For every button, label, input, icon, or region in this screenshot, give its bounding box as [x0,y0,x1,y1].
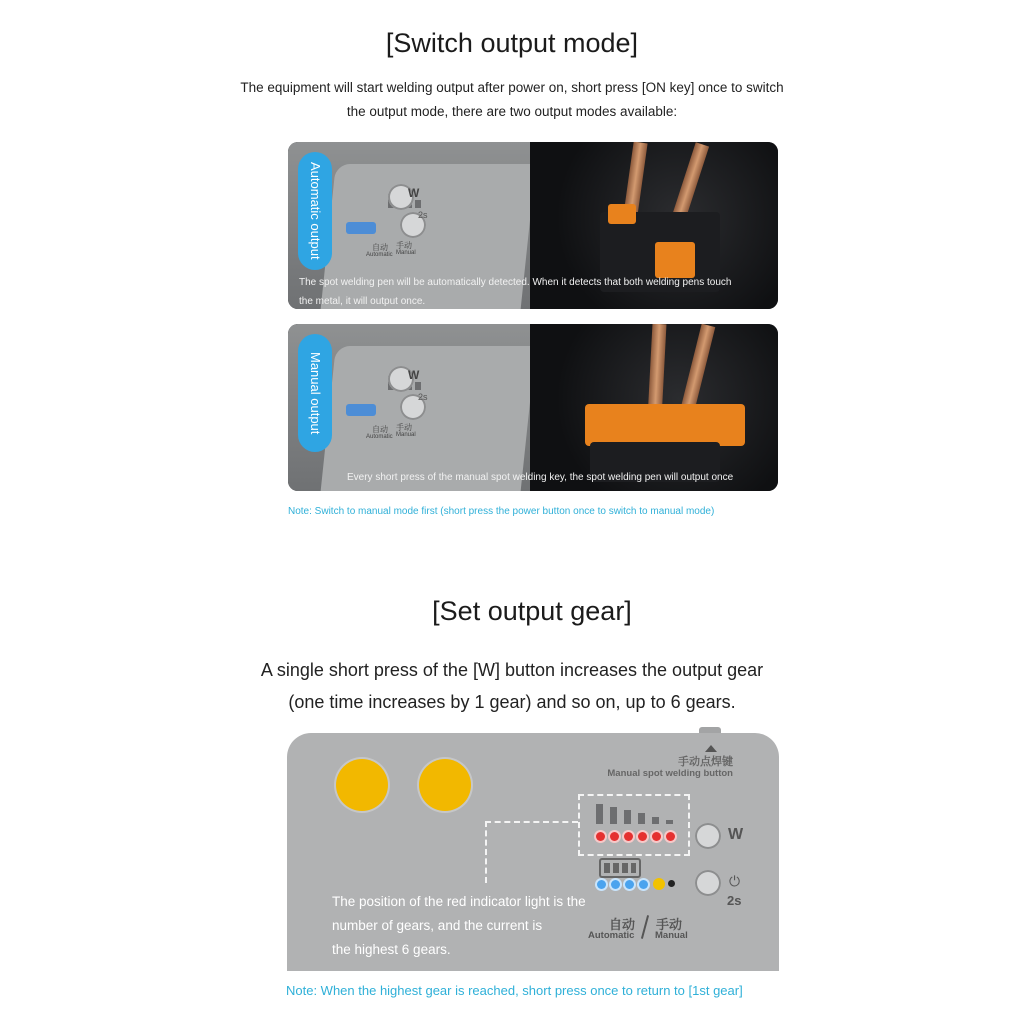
w-label: W [408,186,420,200]
w-button [695,823,721,849]
manual-en-label: Manual [396,250,416,256]
gear-description-line2: number of gears, and the current is [332,918,543,933]
2s-label: 2s [418,210,428,220]
automatic-output-panel [288,142,778,309]
manual-en-label: Manual [655,930,688,941]
w-label: W [408,368,420,382]
auto-cn-label: 自动 [609,917,636,932]
switch-mode-intro [0,76,1024,124]
welding-port-right [419,759,471,811]
manual-output-caption [347,468,733,487]
manual-en-label: Manual [396,432,416,438]
set-gear-intro [0,654,1024,718]
auto-mode-light [653,878,665,890]
red-indicator-3 [624,832,633,841]
2s-label: 2s [418,392,428,402]
gear-description [332,890,586,962]
auto-cn-label: 自动 [372,425,388,434]
fixture-clamp [608,204,636,224]
red-indicator-5 [652,832,661,841]
switch-mode-note: Note: Switch to manual mode first (short press the power button once to switch to manual mode) [288,506,715,517]
blue-indicator-2 [611,880,620,889]
welding-port-left [336,759,388,811]
auto-en-label: Automatic [366,252,393,258]
switch-mode-intro-line1: The equipment will start welding output after power on, short press [ON key] once to switch [240,80,784,95]
manual-cn-label: 手动 [396,423,412,432]
switch-mode-intro-line2: the output mode, there are two output modes available: [346,104,678,119]
section-title-switch-output-mode: [Switch output mode] [385,28,639,58]
manual-output-tab: Manual output [298,334,332,452]
manual-key-en-label: Manual spot welding button [607,768,733,779]
automatic-caption-line1: The spot welding pen will be automatically detected. When it detects that both welding pens touch [299,277,732,288]
set-gear-intro-line1: A single short press of the [W] button increases the output gear [260,660,764,680]
arrow-up-icon [705,745,717,752]
manual-cn-label: 手动 [396,241,412,250]
manual-caption-line1: Every short press of the manual spot welding key, the spot welding pen will output once [347,472,734,483]
blue-indicator-3 [625,880,634,889]
divider-slash [641,915,649,939]
gear-description-line1: The position of the red indicator light is the [332,894,586,909]
auto-en-label: Automatic [588,930,635,941]
welding-photo [530,324,778,491]
manual-mode-light [668,880,675,887]
manual-key-cn-label: 手动点焊键 [678,756,733,768]
auto-cn-label: 自动 [372,243,388,252]
gear-indicator-highlight [578,794,690,856]
mode-indicator-lights [346,404,376,416]
section-title-set-output-gear: [Set output gear] [432,596,632,626]
device-top-view [287,733,779,971]
automatic-caption-line2: the metal, it will output once. [299,296,426,307]
fixture-clamp [585,404,745,446]
blue-indicator-4 [639,880,648,889]
w-label: W [728,826,744,843]
2s-label: 2s [727,893,742,908]
mode-indicator-lights [346,222,376,234]
red-indicator-2 [610,832,619,841]
manual-key-slot [699,727,721,733]
automatic-output-tab: Automatic output [298,152,332,270]
battery-icon [599,858,641,878]
manual-output-panel [288,324,778,491]
red-indicator-4 [638,832,647,841]
set-gear-intro-line2: (one time increases by 1 gear) and so on, up to 6 gears. [288,692,736,712]
manual-cn-label: 手动 [656,917,683,932]
set-gear-note: Note: When the highest gear is reached, short press once to return to [1st gear] [286,983,743,998]
red-indicator-6 [666,832,675,841]
blue-indicator-1 [597,880,606,889]
connector-line [485,821,487,883]
power-button [695,870,721,896]
gear-description-line3: the highest 6 gears. [332,942,451,957]
power-icon: ⏻ [729,873,741,889]
connector-line [485,821,578,823]
automatic-output-caption [299,273,731,309]
red-indicator-1 [596,832,605,841]
auto-en-label: Automatic [366,434,393,440]
